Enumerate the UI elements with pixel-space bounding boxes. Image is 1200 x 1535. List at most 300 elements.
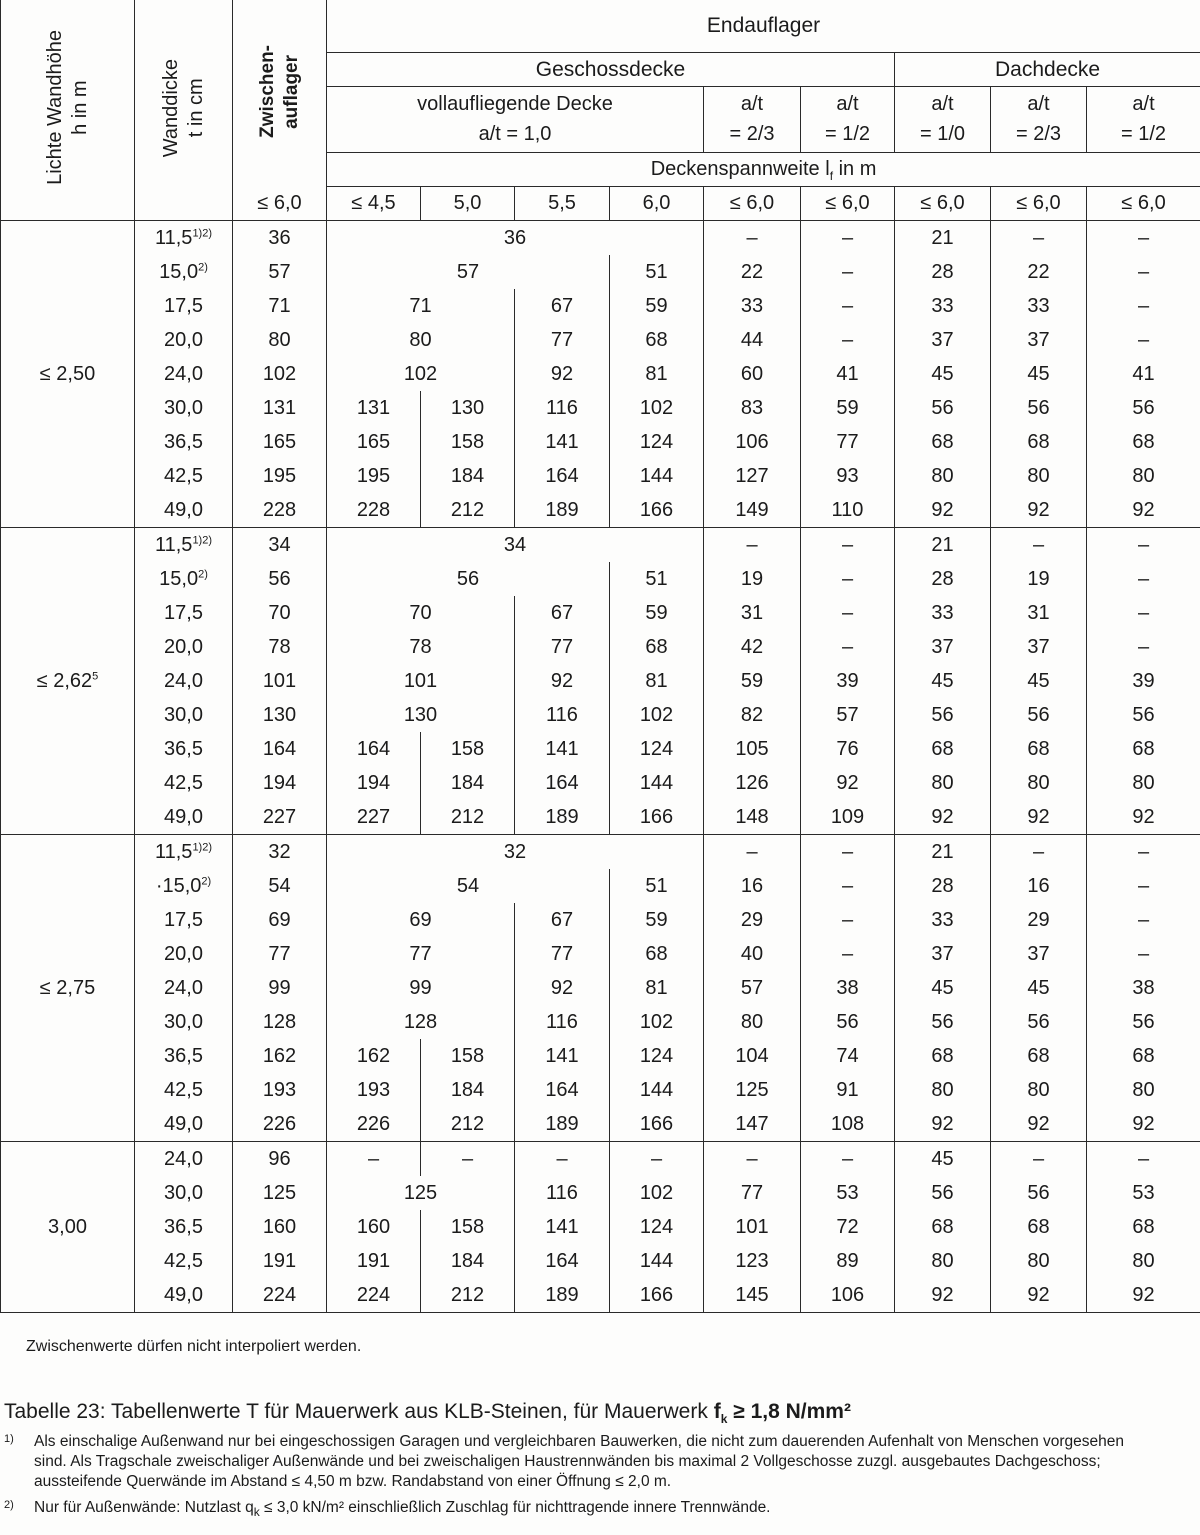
intermediate-support-cell: 34: [233, 527, 327, 562]
wall-thickness-cell: $\cdot 15,0^{2)}$: [135, 869, 233, 903]
table-row: [1, 800, 1200, 835]
value-cell: 102: [610, 698, 704, 732]
intermediate-support-cell: 131: [233, 391, 327, 425]
wall-thickness-cell: 36,5: [135, 732, 233, 766]
intermediate-support-cell: 191: [233, 1244, 327, 1278]
value-cell: 37: [895, 937, 991, 971]
wall-height-label: ≤ 2,62: [36, 669, 93, 692]
table-row: [1, 1073, 1200, 1107]
value-cell: 130: [421, 391, 515, 425]
table-row: [1, 630, 1200, 664]
wall-thickness-cell: 42,5: [135, 1244, 233, 1278]
value-cell: 28: [895, 255, 991, 289]
value-cell: 38: [801, 971, 895, 1005]
value-cell: 68: [1087, 732, 1200, 766]
value-cell: 144: [610, 459, 704, 493]
value-cell: 53: [801, 1176, 895, 1210]
col-header-wall-thickness: Wanddicke t in cm: [135, 0, 233, 220]
value-cell: 123: [704, 1244, 801, 1278]
value-cell: 92: [515, 357, 610, 391]
span-header-cell: ≤ 6,0: [991, 186, 1087, 220]
value-cell: 45: [895, 357, 991, 391]
value-cell: 59: [704, 664, 801, 698]
value-cell: 68: [991, 732, 1087, 766]
value-cell: 106: [801, 1278, 895, 1313]
value-cell: 191: [327, 1244, 421, 1278]
value-cell: 37: [895, 630, 991, 664]
value-cell: 68: [895, 732, 991, 766]
value-cell: 92: [991, 800, 1087, 835]
table-row: [1, 766, 1200, 800]
value-cell: 162: [327, 1039, 421, 1073]
value-cell: 82: [704, 698, 801, 732]
value-cell: 72: [801, 1210, 895, 1244]
value-cell: –: [1087, 289, 1200, 323]
value-cell: 116: [515, 698, 610, 732]
value-cell: –: [421, 1141, 515, 1176]
wall-thickness-cell: 20,0: [135, 630, 233, 664]
table-caption: Tabelle 23: Tabellenwerte T für Mauerwerk aus KLB-Steinen, für Mauerwerk $f_k \ge 1,8$ N/mm²: [4, 1400, 851, 1427]
value-cell: –: [1087, 630, 1200, 664]
merged-value-cell: 70: [327, 596, 515, 630]
merged-value-cell: 32: [327, 834, 704, 869]
value-cell: 81: [610, 357, 704, 391]
value-cell: –: [801, 289, 895, 323]
intermediate-support-cell: 194: [233, 766, 327, 800]
value-cell: 80: [1087, 459, 1200, 493]
wall-thickness-cell: 49,0: [135, 493, 233, 528]
value-cell: 80: [991, 1244, 1087, 1278]
col-header-full-bearing: vollaufliegende Decke a/t = 1,0: [327, 86, 704, 152]
table-row: [1, 1210, 1200, 1244]
intermediate-support-cell: 128: [233, 1005, 327, 1039]
value-cell: –: [801, 255, 895, 289]
value-cell: 166: [610, 1278, 704, 1313]
value-cell: 37: [991, 937, 1087, 971]
merged-value-cell: 71: [327, 289, 515, 323]
value-cell: 28: [895, 869, 991, 903]
value-cell: 33: [991, 289, 1087, 323]
value-cell: 92: [991, 1107, 1087, 1142]
value-cell: 127: [704, 459, 801, 493]
merged-value-cell: 77: [327, 937, 515, 971]
value-cell: 102: [610, 1005, 704, 1039]
value-cell: 212: [421, 1107, 515, 1142]
intermediate-support-cell: 193: [233, 1073, 327, 1107]
merged-value-cell: 99: [327, 971, 515, 1005]
value-cell: 68: [1087, 1039, 1200, 1073]
value-cell: 45: [895, 664, 991, 698]
value-cell: 77: [704, 1176, 801, 1210]
intermediate-support-cell: 162: [233, 1039, 327, 1073]
value-cell: 148: [704, 800, 801, 835]
table-row: [1, 289, 1200, 323]
value-cell: 57: [801, 698, 895, 732]
value-cell: 57: [704, 971, 801, 1005]
merged-value-cell: 101: [327, 664, 515, 698]
value-cell: –: [704, 1141, 801, 1176]
value-cell: 92: [1087, 493, 1200, 528]
merged-value-cell: 78: [327, 630, 515, 664]
wall-thickness-cell: 20,0: [135, 323, 233, 357]
table-row: [1, 903, 1200, 937]
value-cell: –: [801, 527, 895, 562]
table-row: [1, 391, 1200, 425]
value-cell: 116: [515, 391, 610, 425]
wall-thickness-cell: 30,0: [135, 698, 233, 732]
wall-thickness-cell: 49,0: [135, 1278, 233, 1313]
wall-thickness-cell: 42,5: [135, 1073, 233, 1107]
value-cell: 101: [704, 1210, 801, 1244]
intermediate-support-cell: 228: [233, 493, 327, 528]
value-cell: –: [1087, 1141, 1200, 1176]
value-cell: –: [1087, 527, 1200, 562]
value-cell: 158: [421, 732, 515, 766]
value-cell: 31: [704, 596, 801, 630]
value-cell: 116: [515, 1005, 610, 1039]
col-header-at-1-2: a/t = 1/2: [801, 86, 895, 152]
value-cell: 68: [1087, 425, 1200, 459]
value-cell: 141: [515, 732, 610, 766]
value-cell: 89: [801, 1244, 895, 1278]
value-cell: 80: [704, 1005, 801, 1039]
value-cell: 22: [991, 255, 1087, 289]
wall-height-cell: [1, 527, 135, 834]
value-cell: 19: [704, 562, 801, 596]
wall-height-cell: [1, 220, 135, 527]
table-row: [1, 698, 1200, 732]
value-cell: 80: [895, 766, 991, 800]
value-cell: 68: [610, 630, 704, 664]
merged-value-cell: 102: [327, 357, 515, 391]
value-cell: 184: [421, 766, 515, 800]
intermediate-support-cell: 36: [233, 220, 327, 255]
interpolation-note: Zwischenwerte dürfen nicht interpoliert werden.: [26, 1338, 362, 1355]
value-cell: –: [801, 937, 895, 971]
table-row: [1, 596, 1200, 630]
value-cell: 166: [610, 800, 704, 835]
value-cell: 81: [610, 664, 704, 698]
value-cell: 33: [895, 596, 991, 630]
value-cell: 80: [991, 1073, 1087, 1107]
value-cell: 68: [895, 1039, 991, 1073]
value-cell: 91: [801, 1073, 895, 1107]
merged-value-cell: 56: [327, 562, 610, 596]
value-cell: 92: [1087, 1278, 1200, 1313]
wall-thickness-cell: $11,5^{1)2)}$: [135, 527, 233, 562]
value-cell: 189: [515, 1278, 610, 1313]
value-cell: –: [801, 323, 895, 357]
intermediate-support-cell: 99: [233, 971, 327, 1005]
value-cell: 67: [515, 903, 610, 937]
value-cell: 56: [1087, 1005, 1200, 1039]
value-cell: –: [991, 1141, 1087, 1176]
intermediate-support-cell: 57: [233, 255, 327, 289]
wall-thickness-cell: 15,0$^{2)}$: [135, 255, 233, 289]
value-cell: 141: [515, 425, 610, 459]
value-cell: 56: [1087, 698, 1200, 732]
merged-value-cell: 57: [327, 255, 610, 289]
value-cell: –: [801, 630, 895, 664]
table-row: [1, 664, 1200, 698]
value-cell: 60: [704, 357, 801, 391]
value-cell: 189: [515, 800, 610, 835]
table-header: [1, 0, 1200, 220]
value-cell: –: [1087, 323, 1200, 357]
value-cell: 144: [610, 1073, 704, 1107]
value-cell: 124: [610, 1039, 704, 1073]
merged-value-cell: 130: [327, 698, 515, 732]
value-cell: 212: [421, 800, 515, 835]
value-cell: 164: [515, 766, 610, 800]
wall-thickness-cell: 30,0: [135, 1005, 233, 1039]
value-cell: 81: [610, 971, 704, 1005]
value-cell: –: [801, 562, 895, 596]
value-cell: 195: [327, 459, 421, 493]
table-row: [1, 255, 1200, 289]
col-header-wall-height: Lichte Wandhöhe h in m: [1, 0, 135, 220]
wall-thickness-cell: 49,0: [135, 1107, 233, 1142]
value-cell: 92: [991, 1278, 1087, 1313]
table-row: [1, 1107, 1200, 1142]
value-cell: 51: [610, 562, 704, 596]
col-header-span-width: Deckenspannweite $l_f$ in m: [327, 152, 1200, 186]
table-row: [1, 1141, 1200, 1176]
value-cell: 41: [1087, 357, 1200, 391]
intermediate-support-cell: 32: [233, 834, 327, 869]
col-header-floor-slab: Geschossdecke: [327, 52, 895, 86]
value-cell: 83: [704, 391, 801, 425]
value-cell: 40: [704, 937, 801, 971]
intermediate-support-cell: 70: [233, 596, 327, 630]
value-cell: 68: [610, 937, 704, 971]
value-cell: 59: [801, 391, 895, 425]
table-row: [1, 732, 1200, 766]
value-cell: –: [1087, 937, 1200, 971]
span-header-cell: ≤ 6,0: [704, 186, 801, 220]
value-cell: 194: [327, 766, 421, 800]
merged-value-cell: 80: [327, 323, 515, 357]
value-cell: 80: [895, 1244, 991, 1278]
value-cell: 77: [801, 425, 895, 459]
value-cell: 21: [895, 834, 991, 869]
value-cell: 92: [895, 1278, 991, 1313]
value-cell: 189: [515, 493, 610, 528]
value-cell: 125: [704, 1073, 801, 1107]
value-cell: –: [704, 527, 801, 562]
value-cell: 110: [801, 493, 895, 528]
wall-thickness-cell: 24,0: [135, 357, 233, 391]
intermediate-support-cell: 130: [233, 698, 327, 732]
value-cell: 80: [991, 766, 1087, 800]
table-row: [1, 562, 1200, 596]
value-cell: 16: [704, 869, 801, 903]
intermediate-support-cell: 78: [233, 630, 327, 664]
value-cell: 92: [1087, 1107, 1200, 1142]
intermediate-support-cell: 54: [233, 869, 327, 903]
value-cell: 68: [610, 323, 704, 357]
value-cell: 80: [1087, 766, 1200, 800]
value-cell: 164: [515, 459, 610, 493]
intermediate-support-cell: 69: [233, 903, 327, 937]
value-cell: 104: [704, 1039, 801, 1073]
span-header-cell: ≤ 6,0: [801, 186, 895, 220]
value-cell: 131: [327, 391, 421, 425]
value-cell: 29: [704, 903, 801, 937]
value-cell: 56: [991, 698, 1087, 732]
value-cell: 56: [991, 1176, 1087, 1210]
intermediate-support-cell: 96: [233, 1141, 327, 1176]
value-cell: –: [801, 903, 895, 937]
wall-thickness-cell: 15,0$^{2)}$: [135, 562, 233, 596]
value-cell: 92: [895, 493, 991, 528]
value-cell: 124: [610, 732, 704, 766]
value-cell: 141: [515, 1039, 610, 1073]
table-row: [1, 1005, 1200, 1039]
value-cell: –: [801, 834, 895, 869]
value-cell: 16: [991, 869, 1087, 903]
wall-thickness-cell: 42,5: [135, 459, 233, 493]
value-cell: 212: [421, 493, 515, 528]
value-cell: 92: [801, 766, 895, 800]
merged-value-cell: 36: [327, 220, 704, 255]
table-row: [1, 357, 1200, 391]
value-cell: 92: [991, 493, 1087, 528]
value-cell: 144: [610, 1244, 704, 1278]
value-cell: 22: [704, 255, 801, 289]
value-cell: 164: [515, 1073, 610, 1107]
value-cell: 53: [1087, 1176, 1200, 1210]
value-cell: 51: [610, 869, 704, 903]
value-cell: 149: [704, 493, 801, 528]
value-cell: 158: [421, 1039, 515, 1073]
value-cell: 56: [991, 391, 1087, 425]
intermediate-support-cell: 224: [233, 1278, 327, 1313]
value-cell: 59: [610, 289, 704, 323]
value-cell: 165: [327, 425, 421, 459]
wall-height-label: ≤ 2,75: [39, 976, 96, 999]
wall-height-cell: [1, 1141, 135, 1312]
value-cell: 227: [327, 800, 421, 835]
value-cell: 59: [610, 596, 704, 630]
value-cell: 224: [327, 1278, 421, 1313]
value-cell: –: [991, 220, 1087, 255]
wall-thickness-cell: 42,5: [135, 766, 233, 800]
value-cell: 45: [991, 971, 1087, 1005]
value-cell: –: [704, 834, 801, 869]
wall-thickness-cell: 17,5: [135, 596, 233, 630]
value-cell: 45: [991, 357, 1087, 391]
table-row: [1, 834, 1200, 869]
value-cell: 80: [1087, 1244, 1200, 1278]
table-row: [1, 1039, 1200, 1073]
value-cell: 92: [895, 1107, 991, 1142]
merged-value-cell: 69: [327, 903, 515, 937]
value-cell: 59: [610, 903, 704, 937]
value-cell: 68: [895, 425, 991, 459]
value-cell: 38: [1087, 971, 1200, 1005]
value-cell: 41: [801, 357, 895, 391]
value-cell: 45: [895, 1141, 991, 1176]
span-header-cell: ≤ 4,5: [327, 186, 421, 220]
intermediate-support-cell: 56: [233, 562, 327, 596]
value-cell: 51: [610, 255, 704, 289]
value-cell: 56: [895, 391, 991, 425]
value-cell: 68: [895, 1210, 991, 1244]
value-cell: 226: [327, 1107, 421, 1142]
wall-thickness-cell: 17,5: [135, 289, 233, 323]
value-cell: –: [610, 1141, 704, 1176]
table-row: [1, 1278, 1200, 1313]
value-cell: 80: [1087, 1073, 1200, 1107]
table-row: [1, 971, 1200, 1005]
value-cell: 105: [704, 732, 801, 766]
span-header-cell: ≤ 6,0: [1087, 186, 1200, 220]
span-header-cell: 6,0: [610, 186, 704, 220]
value-cell: 77: [515, 937, 610, 971]
table-row: [1, 323, 1200, 357]
table-row: [1, 937, 1200, 971]
value-cell: 68: [991, 425, 1087, 459]
table-row: [1, 1176, 1200, 1210]
table-row: [1, 527, 1200, 562]
value-cell: 164: [327, 732, 421, 766]
wall-height-sup: 5: [92, 669, 99, 682]
span-header-cell: 5,5: [515, 186, 610, 220]
intermediate-support-cell: 80: [233, 323, 327, 357]
value-cell: 126: [704, 766, 801, 800]
value-cell: 21: [895, 527, 991, 562]
table-row: [1, 493, 1200, 528]
value-cell: 45: [991, 664, 1087, 698]
merged-value-cell: 54: [327, 869, 610, 903]
footnote-2: 2) Nur für Außenwände: Nutzlast $q_k \le 3,0$ kN/m² einschließlich Zuschlag für nichttragende innere Trennwände.: [4, 1499, 771, 1520]
intermediate-support-cell: 195: [233, 459, 327, 493]
value-cell: 189: [515, 1107, 610, 1142]
value-cell: 228: [327, 493, 421, 528]
value-cell: –: [801, 220, 895, 255]
table-row: [1, 869, 1200, 903]
wall-thickness-cell: 24,0: [135, 971, 233, 1005]
wall-thickness-cell: $11,5^{1)2)}$: [135, 220, 233, 255]
value-cell: 106: [704, 425, 801, 459]
value-cell: 158: [421, 425, 515, 459]
col-header-roof-at-1-0: a/t = 1/0: [895, 86, 991, 152]
value-cell: 92: [895, 800, 991, 835]
value-cell: 212: [421, 1278, 515, 1313]
wall-height-label: ≤ 2,50: [39, 362, 96, 385]
col-header-at-2-3: a/t = 2/3: [704, 86, 801, 152]
value-cell: 39: [1087, 664, 1200, 698]
value-cell: 164: [515, 1244, 610, 1278]
value-cell: –: [991, 527, 1087, 562]
value-cell: 42: [704, 630, 801, 664]
value-cell: –: [1087, 869, 1200, 903]
value-cell: –: [801, 869, 895, 903]
wall-thickness-cell: 36,5: [135, 1210, 233, 1244]
value-cell: 80: [895, 1073, 991, 1107]
table-row: [1, 425, 1200, 459]
wall-thickness-cell: 36,5: [135, 1039, 233, 1073]
value-cell: 102: [610, 391, 704, 425]
value-cell: –: [704, 220, 801, 255]
value-cell: 67: [515, 596, 610, 630]
wall-thickness-cell: 36,5: [135, 425, 233, 459]
value-cell: –: [801, 1141, 895, 1176]
value-cell: 92: [515, 971, 610, 1005]
col-header-roof-at-1-2: a/t = 1/2: [1087, 86, 1200, 152]
value-cell: 102: [610, 1176, 704, 1210]
